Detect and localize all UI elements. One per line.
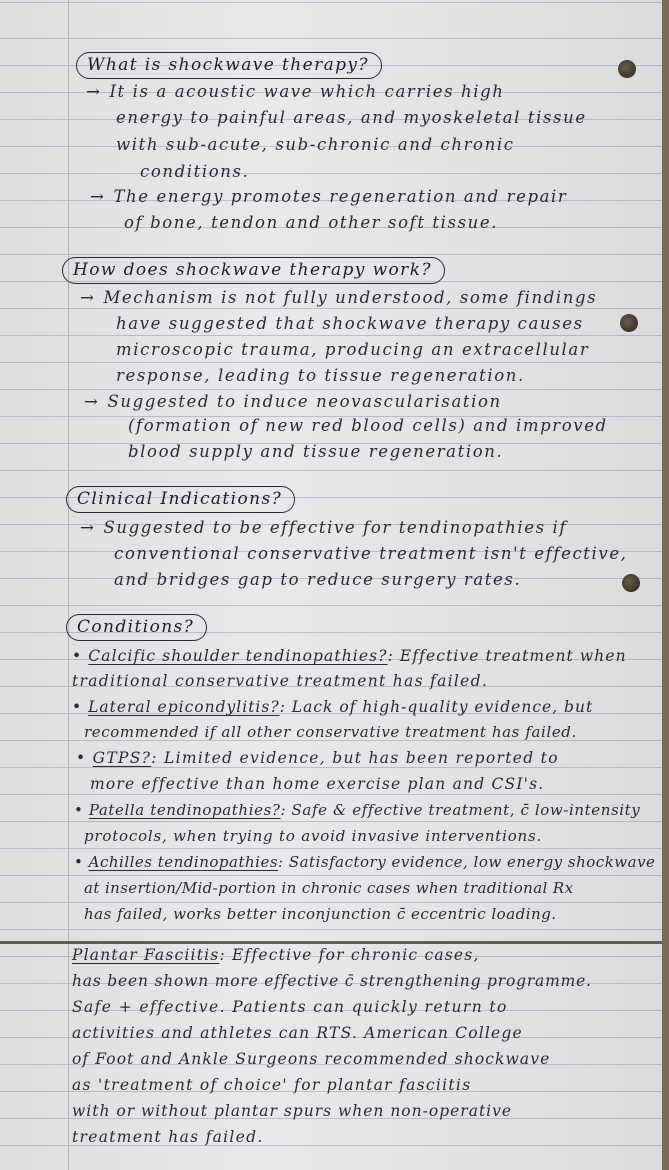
note-text: The energy promotes regeneration and repair xyxy=(113,187,568,206)
note-text: Suggested to be effective for tendinopathies if xyxy=(103,518,568,537)
note-line xyxy=(80,288,597,307)
note-line: blood supply and tissue regeneration. xyxy=(128,442,504,461)
heading-what-is: What is shockwave therapy? xyxy=(76,52,382,79)
note-line: has been shown more effective c̄ strengthening programme. xyxy=(72,972,592,990)
heading-clinical-indications: Clinical Indications? xyxy=(66,486,295,513)
heading-how-does: How does shockwave therapy work? xyxy=(62,257,445,284)
note-line: conventional conservative treatment isn't effective, xyxy=(114,544,628,563)
note-text: : Lack of high-quality evidence, but xyxy=(279,698,594,716)
condition-term: Calcific shoulder tendinopathies? xyxy=(88,647,388,665)
condition-item: • Patella tendinopathies?: Safe & effective treatment, c̄ low-intensity xyxy=(74,801,641,819)
condition-item: • GTPS?: Limited evidence, but has been reported to xyxy=(76,749,559,767)
note-line: and bridges gap to reduce surgery rates. xyxy=(114,570,522,589)
note-text: : Satisfactory evidence, low energy shockwave xyxy=(278,853,656,871)
note-line: (formation of new red blood cells) and improved xyxy=(128,416,608,435)
arrow-icon: → xyxy=(80,518,96,537)
note-text: Suggested to induce neovascularisation xyxy=(107,392,502,411)
note-line: as 'treatment of choice' for plantar fasciitis xyxy=(72,1076,472,1094)
note-line: has failed, works better inconjunction c̄ eccentric loading. xyxy=(84,905,557,923)
heading-conditions: Conditions? xyxy=(66,614,207,641)
note-text: : Effective for chronic cases, xyxy=(219,946,480,964)
note-line xyxy=(84,392,502,411)
note-line: recommended if all other conservative treatment has failed. xyxy=(84,723,577,741)
note-text: : Limited evidence, but has been reported to xyxy=(151,749,559,767)
punch-hole xyxy=(618,60,636,78)
note-text: Mechanism is not fully understood, some findings xyxy=(103,288,598,307)
condition-item: • Lateral epicondylitis?: Lack of high-quality evidence, but xyxy=(72,698,594,716)
note-line: with sub-acute, sub-chronic and chronic xyxy=(116,135,515,154)
note-line: have suggested that shockwave therapy causes xyxy=(116,314,584,333)
note-text: : Safe & effective treatment, c̄ low-intensity xyxy=(280,801,641,819)
note-line xyxy=(80,518,567,537)
note-line: more effective than home exercise plan and CSI's. xyxy=(90,775,545,793)
note-line: of bone, tendon and other soft tissue. xyxy=(124,213,499,232)
condition-term: GTPS? xyxy=(92,749,152,767)
note-line: treatment has failed. xyxy=(72,1128,264,1146)
arrow-icon: → xyxy=(84,392,100,411)
arrow-icon: → xyxy=(90,187,106,206)
punch-hole xyxy=(620,314,638,332)
note-line xyxy=(86,82,505,101)
note-line: Safe + effective. Patients can quickly return to xyxy=(72,998,508,1016)
note-line: conditions. xyxy=(140,162,250,181)
note-line: traditional conservative treatment has failed. xyxy=(72,672,489,690)
condition-term: Achilles tendinopathies xyxy=(88,853,279,871)
condition-item: • Calcific shoulder tendinopathies?: Effective treatment when xyxy=(72,647,627,665)
note-line xyxy=(90,187,567,206)
note-line: microscopic trauma, producing an extracellular xyxy=(116,340,590,359)
note-line: at insertion/Mid-portion in chronic cases when traditional Rx xyxy=(84,879,574,897)
arrow-icon: → xyxy=(80,288,96,307)
note-line: activities and athletes can RTS. American College xyxy=(72,1024,523,1042)
condition-item xyxy=(72,946,480,964)
punch-hole xyxy=(622,574,640,592)
note-line: of Foot and Ankle Surgeons recommended shockwave xyxy=(72,1050,551,1068)
condition-term: Patella tendinopathies? xyxy=(88,801,281,819)
condition-term: Plantar Fasciitis xyxy=(72,946,220,964)
condition-item: • Achilles tendinopathies: Satisfactory evidence, low energy shockwave xyxy=(74,853,656,871)
note-line: with or without plantar spurs when non-operative xyxy=(72,1102,513,1120)
note-text: It is a acoustic wave which carries high xyxy=(109,82,505,101)
page-fold xyxy=(0,941,662,944)
arrow-icon: → xyxy=(86,82,102,101)
margin-line xyxy=(68,0,69,1170)
note-line: response, leading to tissue regeneration. xyxy=(116,366,525,385)
note-line: energy to painful areas, and myoskeletal tissue xyxy=(116,108,587,127)
note-text: : Effective treatment when xyxy=(387,647,627,665)
note-line: protocols, when trying to avoid invasive interventions. xyxy=(84,827,543,845)
condition-term: Lateral epicondylitis? xyxy=(88,698,280,716)
